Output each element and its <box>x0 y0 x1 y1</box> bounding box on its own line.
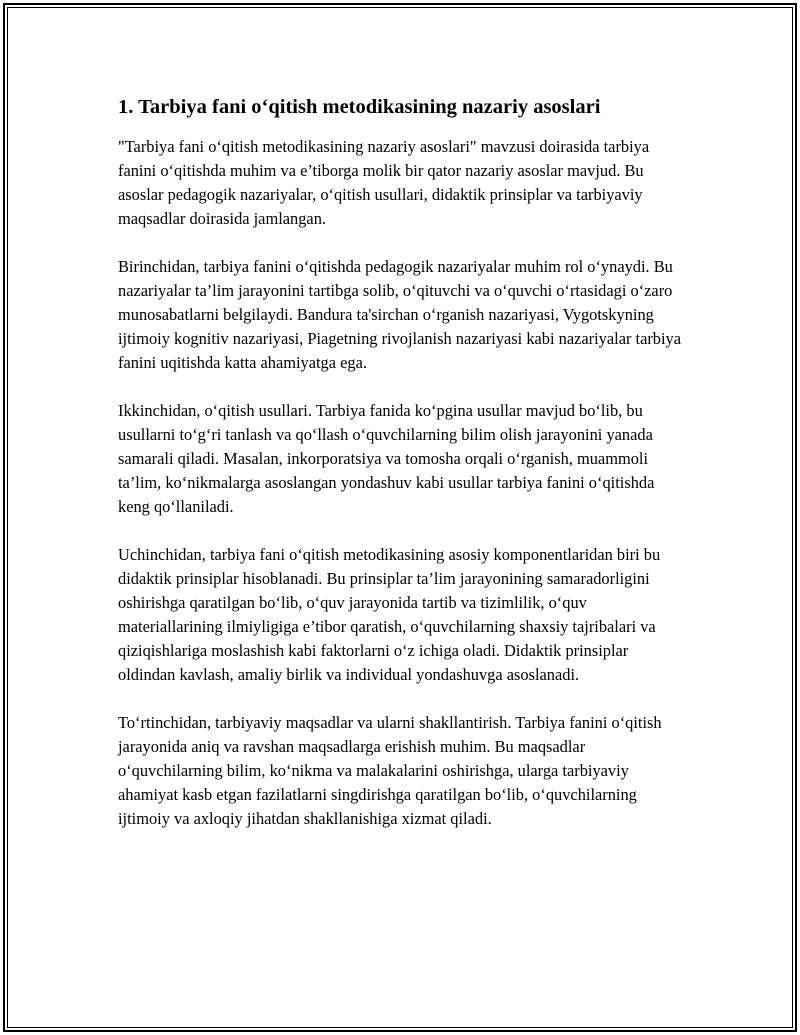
paragraph-pedagogical-theories: Birinchidan, tarbiya fanini o‘qitishda pedagogik nazariyalar muhim rol o‘ynaydi. Bu nazariyalar ta’lim jarayonini tartibga solib, o‘qituvchi va o‘quvchi o‘rtasidagi o‘zaro munosabatlarni belgilaydi. Bandura ta'sirchan o‘rganish nazariyasi, Vygotskyning ijtimoiy kognitiv nazariyasi, Piagetning rivojlanish nazariyasi kabi nazariyalar tarbiya fanini uqitishda katta ahamiyatga ega. <box>118 257 682 372</box>
document-body <box>118 93 688 855</box>
paragraph-didactic-principles: Uchinchidan, tarbiya fani o‘qitish metodikasining asosiy komponentlaridan biri bu didaktik prinsiplar hisoblanadi. Bu prinsiplar ta’lim jarayonining samaradorligini oshirishga qaratilgan bo‘lib, o‘quv jarayonida tartib va tizimlilik, o‘quv materiallarining ilmiyligiga e’tibor qaratish, o‘quvchilarning shaxsiy tajribalari va qiziqishlariga moslashish kabi faktorlarni o‘z ichiga oladi. Didaktik prinsiplar oldindan kavlash, amaliy birlik va individual yondashuvga asoslanadi. <box>118 545 661 684</box>
paragraph-teaching-methods: Ikkinchidan, o‘qitish usullari. Tarbiya fanida ko‘pgina usullar mavjud bo‘lib, bu usullarni to‘g‘ri tanlash va qo‘llash o‘quvchilarning bilim olish jarayonini yanada samarali qiladi. Masalan, inkorporatsiya va tomosha orqali o‘rganish, muammoli ta’lim, ko‘nikmalarga asoslangan yondashuv kabi usullar tarbiya fanini o‘qitishda keng qo‘llaniladi. <box>118 401 655 516</box>
section-heading: 1. Tarbiya fani o‘qitish metodikasining nazariy asoslari <box>118 96 601 118</box>
paragraph-educational-goals: To‘rtinchidan, tarbiyaviy maqsadlar va ularni shakllantirish. Tarbiya fanini o‘qitish jarayonida aniq va ravshan maqsadlarga erishish muhim. Bu maqsadlar o‘quvchilarning bilim, ko‘nikma va malakalarini oshirishga, ularga tarbiyaviy ahamiyat kasb etgan fazilatlarni singdirishga qaratilgan bo‘lib, o‘quvchilarning ijtimoiy va axloqiy jihatdan shakllanishiga xizmat qiladi. <box>118 713 662 828</box>
paragraph-intro: "Tarbiya fani o‘qitish metodikasining nazariy asoslari" mavzusi doirasida tarbiya fanini o‘qitishda muhim va e’tiborga molik bir qator nazariy asoslar mavjud. Bu asoslar pedagogik nazariyalar, o‘qitish usullari, didaktik prinsiplar va tarbiyaviy maqsadlar doirasida jamlangan. <box>118 137 650 228</box>
